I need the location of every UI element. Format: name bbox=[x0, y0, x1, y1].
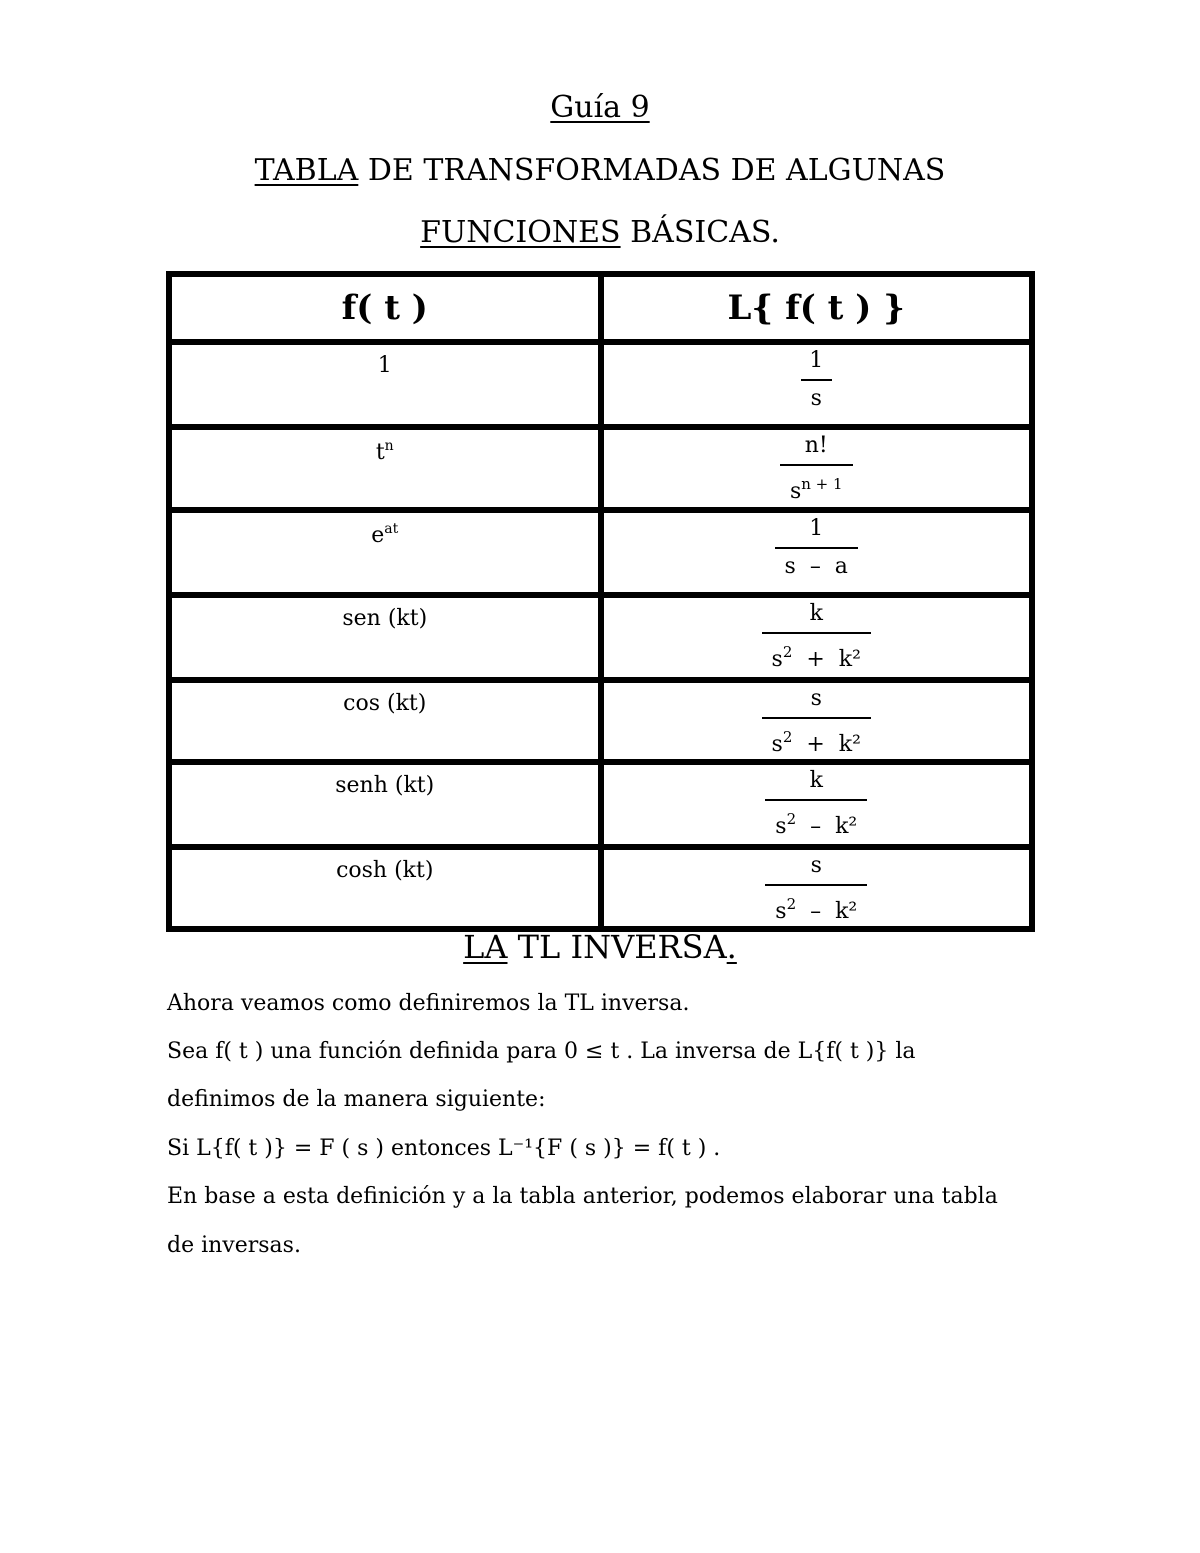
fraction-denominator: $s^2 + k^2$ bbox=[771, 643, 861, 672]
page-title-line-1 bbox=[0, 153, 1200, 189]
fraction bbox=[780, 432, 853, 506]
transform-table bbox=[166, 271, 1035, 932]
fraction-numerator: k bbox=[809, 768, 823, 793]
fraction-numerator: k bbox=[809, 601, 823, 626]
paragraph-5: En base a esta definición y a la tabla anterior, podemos elaborar una tabla bbox=[167, 1184, 998, 1209]
paragraph-3: definimos de la manera siguiente: bbox=[167, 1087, 546, 1112]
table-row bbox=[169, 595, 1032, 680]
fraction-bar bbox=[762, 632, 871, 634]
fraction-bar bbox=[762, 717, 871, 719]
fraction-bar bbox=[801, 379, 832, 381]
cell-transform bbox=[601, 762, 1033, 847]
fraction-bar bbox=[775, 547, 858, 549]
fraction-denominator: $s^2 - k^2$ bbox=[775, 810, 858, 839]
fraction-numerator: n! bbox=[804, 433, 828, 458]
fraction bbox=[765, 852, 867, 926]
title-rest-2: BÁSICAS. bbox=[620, 215, 780, 250]
cell-function: sen (kt) bbox=[169, 595, 601, 680]
title-underlined-word-2: FUNCIONES bbox=[420, 215, 621, 250]
cell-function: $t^n$ bbox=[169, 427, 601, 510]
fraction bbox=[775, 515, 858, 581]
paragraph-4: Si L{f( t )} = F ( s ) entonces L⁻¹{F ( s )} = f( t ) . bbox=[167, 1136, 721, 1161]
fraction bbox=[801, 347, 832, 413]
fraction bbox=[762, 600, 871, 674]
fraction-bar bbox=[780, 464, 853, 466]
title-rest: DE TRANSFORMADAS DE ALGUNAS bbox=[358, 153, 946, 188]
paragraph-1: Ahora veamos como definiremos la TL inversa. bbox=[167, 991, 690, 1016]
fraction-numerator: 1 bbox=[809, 516, 824, 541]
fraction-bar bbox=[765, 799, 867, 801]
cell-transform bbox=[601, 342, 1033, 427]
cell-transform bbox=[601, 427, 1033, 510]
fraction-numerator: s bbox=[810, 853, 822, 878]
paragraph-6: de inversas. bbox=[167, 1233, 301, 1258]
fraction-denominator: $s^{n + 1}$ bbox=[789, 475, 843, 504]
table-header-row bbox=[169, 274, 1032, 342]
section-heading: LA TL INVERSA. bbox=[463, 928, 737, 966]
title-underlined-word: TABLA bbox=[254, 153, 359, 188]
table-row bbox=[169, 427, 1032, 510]
cell-function: cos (kt) bbox=[169, 680, 601, 762]
cell-function: $e^{at}$ bbox=[169, 510, 601, 595]
cell-transform bbox=[601, 680, 1033, 762]
header-f-of-t: f( t ) bbox=[169, 274, 601, 342]
fraction-denominator: s bbox=[810, 386, 822, 411]
table-row bbox=[169, 762, 1032, 847]
cell-function: senh (kt) bbox=[169, 762, 601, 847]
guide-title: Guía 9 bbox=[550, 90, 650, 125]
cell-transform bbox=[601, 595, 1033, 680]
cell-transform bbox=[601, 510, 1033, 595]
table-row bbox=[169, 680, 1032, 762]
header-laplace: L{ f( t ) } bbox=[601, 274, 1033, 342]
fraction-denominator: s – a bbox=[784, 554, 848, 579]
cell-transform bbox=[601, 847, 1033, 929]
table-row bbox=[169, 847, 1032, 929]
fraction bbox=[762, 685, 871, 759]
fraction-denominator: $s^2 - k^2$ bbox=[775, 895, 858, 924]
paragraph-2: Sea f( t ) una función definida para 0 ≤ t . La inversa de L{f( t )} la bbox=[167, 1039, 916, 1064]
table-row bbox=[169, 342, 1032, 427]
fraction-numerator: 1 bbox=[809, 348, 824, 373]
fraction-denominator: $s^2 + k^2$ bbox=[771, 728, 861, 757]
cell-function: cosh (kt) bbox=[169, 847, 601, 929]
fraction-numerator: s bbox=[810, 686, 822, 711]
fraction bbox=[765, 767, 867, 841]
cell-function: 1 bbox=[169, 342, 601, 427]
table-row bbox=[169, 510, 1032, 595]
page-title-line-2 bbox=[0, 215, 1200, 251]
fraction-bar bbox=[765, 884, 867, 886]
